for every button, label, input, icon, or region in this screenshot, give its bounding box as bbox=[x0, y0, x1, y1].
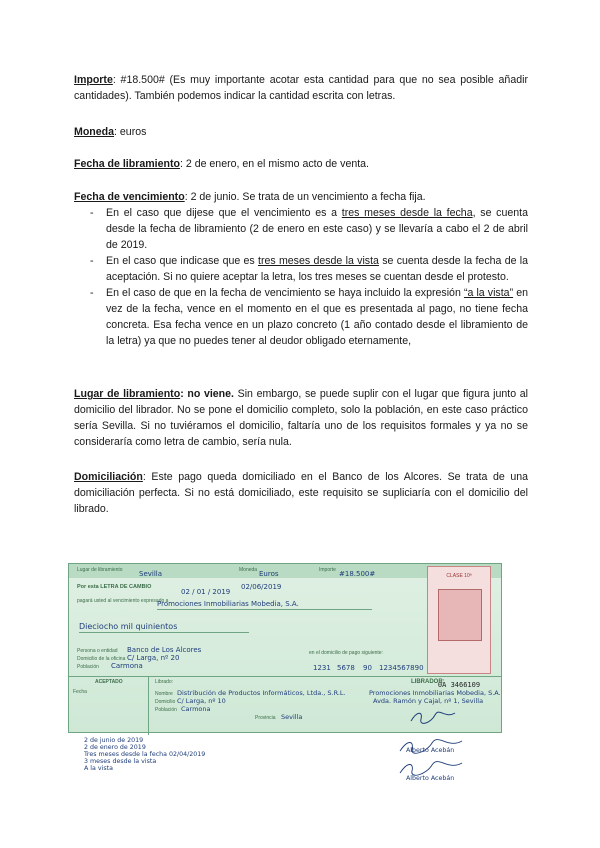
fecha-libramiento-heading: Fecha de libramiento bbox=[74, 158, 180, 170]
letra-lower-section: ACEPTADO Fecha Librado: Nombre Distribución de Productos Informáticos, Ltda., S.R.L. Domicilio C/ Larga, nº 10 Población Carmona Provincia Sevilla LIBRADOR: Promociones Inmobiliarias Mobedia, S.A. Avda. Ramón y Cajal, nº 1, Sevilla bbox=[69, 676, 501, 734]
importe-text: : #18.500# (Es muy importante acotar esta cantidad para que no sea posible añadir cantidades). También podemos indicar la cantidad escrita con letras. bbox=[74, 74, 528, 102]
letra-domicilio-librado: C/ Larga, nº 10 bbox=[177, 697, 226, 705]
fecha-libramiento-paragraph bbox=[74, 156, 528, 172]
letra-ccc-oficina: 5678 bbox=[337, 664, 355, 672]
timbre-clase: CLASE 10ª bbox=[446, 573, 472, 579]
letra-importe: #18.500# bbox=[339, 570, 376, 578]
timbre-emblem bbox=[438, 589, 482, 641]
timbre-numero: 0A 3466109 bbox=[437, 681, 481, 689]
nota-line: A la vista bbox=[84, 765, 114, 772]
fecha-libramiento-text: : 2 de enero, en el mismo acto de venta. bbox=[179, 158, 370, 170]
letra-lugar: Sevilla bbox=[139, 570, 163, 578]
moneda-paragraph bbox=[74, 124, 528, 140]
letra-fecha-libramiento: 02 / 01 / 2019 bbox=[181, 588, 231, 596]
fecha-vencimiento-section bbox=[74, 189, 528, 349]
domiciliacion-text: : Este pago queda domiciliado en el Banco de los Alcores. Se trata de una domiciliación perfecta. Si no está domiciliado, este requisito se supliciaría con el domicilio del librado. bbox=[74, 471, 528, 515]
vencimiento-bullet: - En el caso que indicase que es tres meses desde la vista se cuenta desde la fecha de la aceptación. Si no quiere aceptar la letra, los tres meses se cuentan desde el protesto. bbox=[74, 253, 528, 285]
letra-poblacion-librado: Carmona bbox=[181, 705, 211, 713]
letra-librador-label: LIBRADOR: bbox=[411, 679, 445, 685]
librador-signature-icon bbox=[409, 709, 459, 725]
letra-cantidad-letras: Dieciocho mil quinientos bbox=[79, 622, 178, 631]
letra-certificate: Lugar de libramiento Sevilla Moneda Euros Importe #18.500# Por esta LETRA DE CAMBIO 02 / 01 / 2019 02/06/2019 pagará usted al vencimiento expresado a Promociones Inmobiliarias Mobedia, S.A. Dieciocho mil quinientos Persona o entidad Banco de Los Alcores Domicilio de la oficina C/ Larga, nº 20 Población Carmona en el domicilio de pago siguiente: 1231 5678 90 1234567890 CLASE 10ª 0A 3466109 ACEPTADO Fecha Librado: Nombre Distribución de Productos Informáticos, Ltda., S.R.L. Domicilio C/ Larga, nº 10 Población Carmona Provincia Sevilla LIBRADOR: Promociones Inmobiliarias Mobedia, S.A. Avda. Ramón y Cajal, nº 1, Sevilla bbox=[68, 563, 502, 733]
moneda-text: : euros bbox=[114, 126, 147, 138]
letra-aceptado: ACEPTADO bbox=[95, 679, 123, 685]
lugar-libramiento-heading: Lugar de libramiento bbox=[74, 388, 181, 400]
lugar-libramiento-text: Sin embargo, se puede suplir con el lugar que figura junto al domicilio del librador. No se pone el domicilio completo, solo la población, en este caso práctico sería Sevilla. Si no tuviéramos el domicilio, faltaría uno de los requisitos formales y ya no se consideraría como letra de cambio, sería nula. bbox=[74, 388, 529, 448]
letra-banco: Banco de Los Alcores bbox=[127, 646, 202, 654]
nota-line: Tres meses desde la fecha 02/04/2019 bbox=[84, 751, 206, 758]
vencimiento-bullet: - En el caso que dijese que el vencimiento es a tres meses desde la fecha, se cuenta desde la fecha de libramiento (2 de enero en este caso) y se llevaría a cabo el 2 de abril de 2019. bbox=[74, 205, 528, 253]
letra-moneda: Euros bbox=[259, 570, 279, 578]
signature-1-icon bbox=[396, 737, 466, 755]
fecha-vencimiento-paragraph bbox=[74, 189, 528, 205]
nota-line: 3 meses desde la vista bbox=[84, 758, 157, 765]
letra-ccc-entidad: 1231 bbox=[313, 664, 331, 672]
letra-librador-direccion: Avda. Ramón y Cajal, nº 1, Sevilla bbox=[373, 697, 484, 705]
letra-orden: Promociones Inmobiliarias Mobedia, S.A. bbox=[157, 600, 299, 608]
letra-ccc-cuenta: 1234567890 bbox=[379, 664, 424, 672]
signature-2-icon bbox=[396, 759, 466, 777]
nota-line: 2 de enero de 2019 bbox=[84, 744, 146, 751]
nota-line: 2 de junio de 2019 bbox=[84, 737, 144, 744]
letra-librador: Promociones Inmobiliarias Mobedia, S.A. bbox=[369, 689, 501, 697]
domiciliacion-heading: Domiciliación bbox=[74, 471, 143, 483]
vencimiento-bullet: - En el caso de que en la fecha de vencimiento se haya incluido la expresión “a la vista” en vez de la fecha, vence en el momento en el que es presentada al pago, no tiene fecha concreta. Esa fecha vence en un plazo concreto (1 año contado desde el libramiento de la letra) ya que no puedes tener al deudor obligado eternamente, bbox=[74, 285, 528, 349]
letra-poblacion: Carmona bbox=[111, 662, 143, 670]
domiciliacion-paragraph bbox=[74, 469, 528, 517]
importe-paragraph bbox=[74, 72, 528, 104]
letra-notas bbox=[84, 737, 205, 772]
fecha-vencimiento-heading: Fecha de vencimiento bbox=[74, 191, 185, 203]
letra-de-cambio-image bbox=[60, 555, 500, 785]
firma-1: Alberto Acebán bbox=[406, 747, 455, 754]
vencimiento-list bbox=[74, 205, 528, 349]
letra-vencimiento: 02/06/2019 bbox=[241, 583, 282, 591]
letra-ccc-dc: 90 bbox=[363, 664, 372, 672]
moneda-heading: Moneda bbox=[74, 126, 115, 138]
letra-nombre-librado: Distribución de Productos Informáticos, Ltda., S.R.L. bbox=[177, 689, 346, 697]
lugar-libramiento-bold: : no viene. bbox=[180, 388, 234, 400]
lugar-libramiento-paragraph bbox=[74, 386, 528, 450]
letra-provincia-librado: Sevilla bbox=[281, 713, 303, 721]
letra-domicilio-oficina: C/ Larga, nº 20 bbox=[127, 654, 180, 662]
firma-2: Alberto Acebán bbox=[406, 775, 455, 782]
importe-heading: Importe bbox=[74, 74, 113, 86]
fecha-vencimiento-text: : 2 de junio. Se trata de un vencimiento a fecha fija. bbox=[184, 191, 426, 203]
